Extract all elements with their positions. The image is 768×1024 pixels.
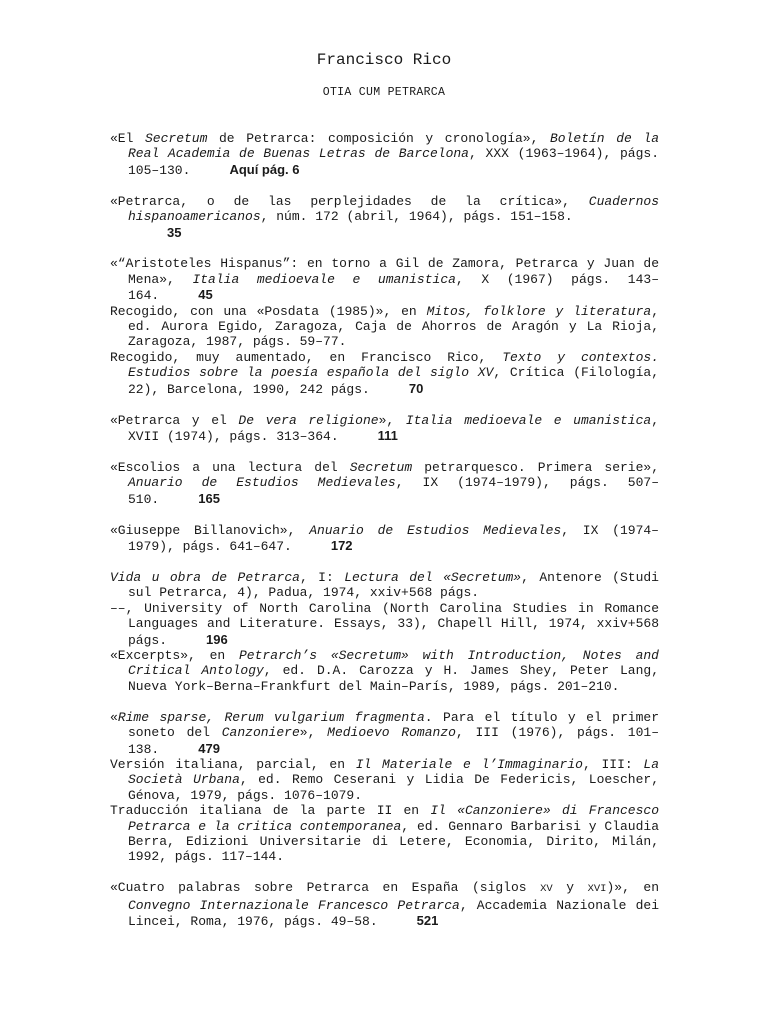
book-title: OTIA CUM PETRARCA [322,86,446,99]
page-number: 111 [377,428,398,443]
page-number: 45 [198,287,213,303]
author-name: Francisco Rico [316,51,452,69]
bibliography-entry: Vida u obra de Petrarca, I: Lectura del «Secretum», Antenore (Studi sul Petrarca, 4), Padua, 1974, xxiv+568 págs. [110,569,659,601]
bibliography-entry: «Petrarca, o de las perplejidades de la crítica», Cuadernos hispanoamericanos, núm. 172 (abril, 1964), págs. 151–158. 35 [110,193,659,240]
bibliography-entry: «Excerpts», en Petrarch’s «Secretum» with Introduction, Notes and Critical Antology, ed. D.A. Carozza y H. James Shey, Peter Lang, Nueva York–Berna–Frankfurt del Main–París, 1989, págs. 201–210. [110,647,659,694]
page-number: Aquí pág. 6 [229,161,300,177]
bibliography-entry: «“Aristoteles Hispanus”: en torno a Gil de Zamora, Petrarca y Juan de Mena», Italia medioevale e umanistica, X (1967) págs. 143–164. 45 [110,256,660,304]
page-number: 35 [167,224,182,240]
bibliography-entry: «Petrarca y el De vera religione», Italia medioevale e umanistica, XVII (1974), págs. 313–364. 111 [110,412,660,444]
bibliography-entry: ––, University of North Carolina (North Carolina Studies in Romance Languages and Literature. Essays, 33), Chapell Hill, 1974, xxiv+568 págs. 196 [110,600,659,648]
bibliography-list [110,131,659,929]
bibliography-entry: Recogido, muy aumentado, en Francisco Rico, Texto y contextos. Estudios sobre la poesía española del siglo XV, Crítica (Filología, 22), Barcelona, 1990, 242 págs. 70 [110,349,660,397]
bibliography-entry: «El Secretum de Petrarca: composición y cronología», Boletín de la Real Academia de Buenas Letras de Barcelona, XXX (1963–1964), págs. 105–130. Aquí pág. 6 [110,131,659,178]
bibliography-entry: «Cuatro palabras sobre Petrarca en España (siglos XV y XVI)», en Convegno Internazionale Francesco Petrarca, Accademia Nazionale dei Lincei, Roma, 1976, págs. 49–58. 521 [110,880,659,930]
bibliography-entry: «Escolios a una lectura del Secretum petrarquesco. Primera serie», Anuario de Estudios Medievales, IX (1974–1979), págs. 507–510. 165 [110,459,660,507]
page-number: 70 [408,380,424,396]
page-number: 165 [198,490,220,506]
bibliography-entry: Recogido, con una «Posdata (1985)», en Mitos, folklore y literatura, ed. Aurora Egido, Zaragoza, Caja de Ahorros de Aragón y La Rioja, Zaragoza, 1987, págs. 59–77. [110,303,660,350]
bibliography-entry: «Giuseppe Billanovich», Anuario de Estudios Medievales, IX (1974–1979), págs. 641–647. 172 [110,522,659,555]
page-number: 479 [198,740,220,756]
page-number: 196 [206,631,228,647]
bibliography-entry: Traducción italiana de la parte II en Il «Canzoniere» di Francesco Petrarca e la critica contemporanea, ed. Gennaro Barbarisi y Claudia Berra, Edizioni Universitarie di Letere, Economia, Dirito, Milán, 1992, págs. 117–144. [110,803,660,865]
page-number: 172 [330,538,353,554]
bibliography-entry: Versión italiana, parcial, en Il Materiale e l’Immaginario, III: La Società Urbana, ed. Remo Ceserani y Lidia De Federicis, Loescher, Génova, 1979, págs. 1076–1079. [110,756,659,803]
page-number: 521 [416,913,439,929]
bibliography-entry: «Rime sparse, Rerum vulgarium fragmenta. Para el título y el primer soneto del Canzoniere», Medioevo Romanzo, III (1976), págs. 101–138. 479 [110,709,659,757]
